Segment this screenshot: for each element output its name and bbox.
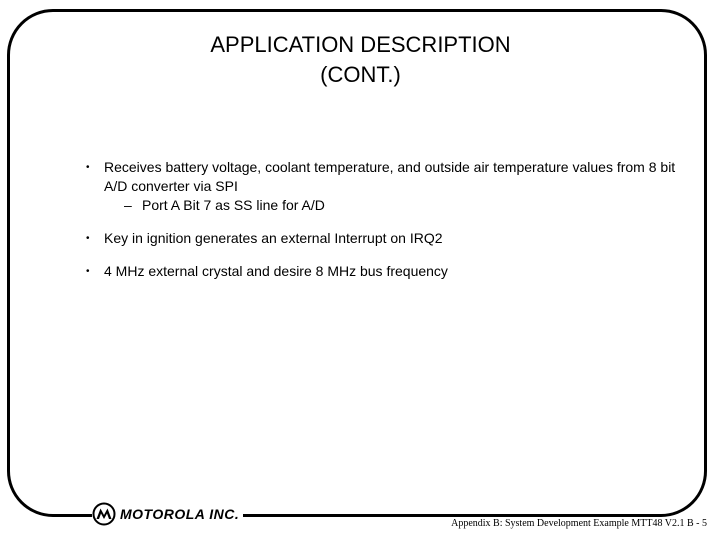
- slide-title: [0, 30, 721, 90]
- bullet-item: [86, 262, 686, 281]
- sub-bullet-text: Port A Bit 7 as SS line for A/D: [142, 197, 325, 213]
- bullet-text: Receives battery voltage, coolant temperature, and outside air temperature values from 8 bit A/D converter via SPI: [104, 159, 676, 194]
- motorola-logo: [92, 500, 243, 528]
- slide-footer: Appendix B: System Development Example MTT48 V2.1 B - 5: [448, 518, 707, 530]
- title-line-1: APPLICATION DESCRIPTION: [210, 32, 511, 57]
- bullet-text: 4 MHz external crystal and desire 8 MHz bus frequency: [104, 263, 448, 279]
- sub-bullet-marker: –: [124, 197, 132, 213]
- motorola-batwing-icon: [92, 502, 116, 526]
- sub-bullet-item: [104, 196, 686, 215]
- bullet-item: [86, 229, 686, 248]
- bullet-item: [86, 158, 686, 215]
- bullet-marker: •: [86, 162, 90, 173]
- title-line-2: (CONT.): [320, 62, 401, 87]
- bullet-list: [86, 158, 686, 295]
- bullet-text: Key in ignition generates an external Interrupt on IRQ2: [104, 230, 443, 246]
- bullet-marker: •: [86, 233, 90, 244]
- bullet-marker: •: [86, 266, 90, 277]
- logo-text: MOTOROLA INC.: [120, 506, 240, 522]
